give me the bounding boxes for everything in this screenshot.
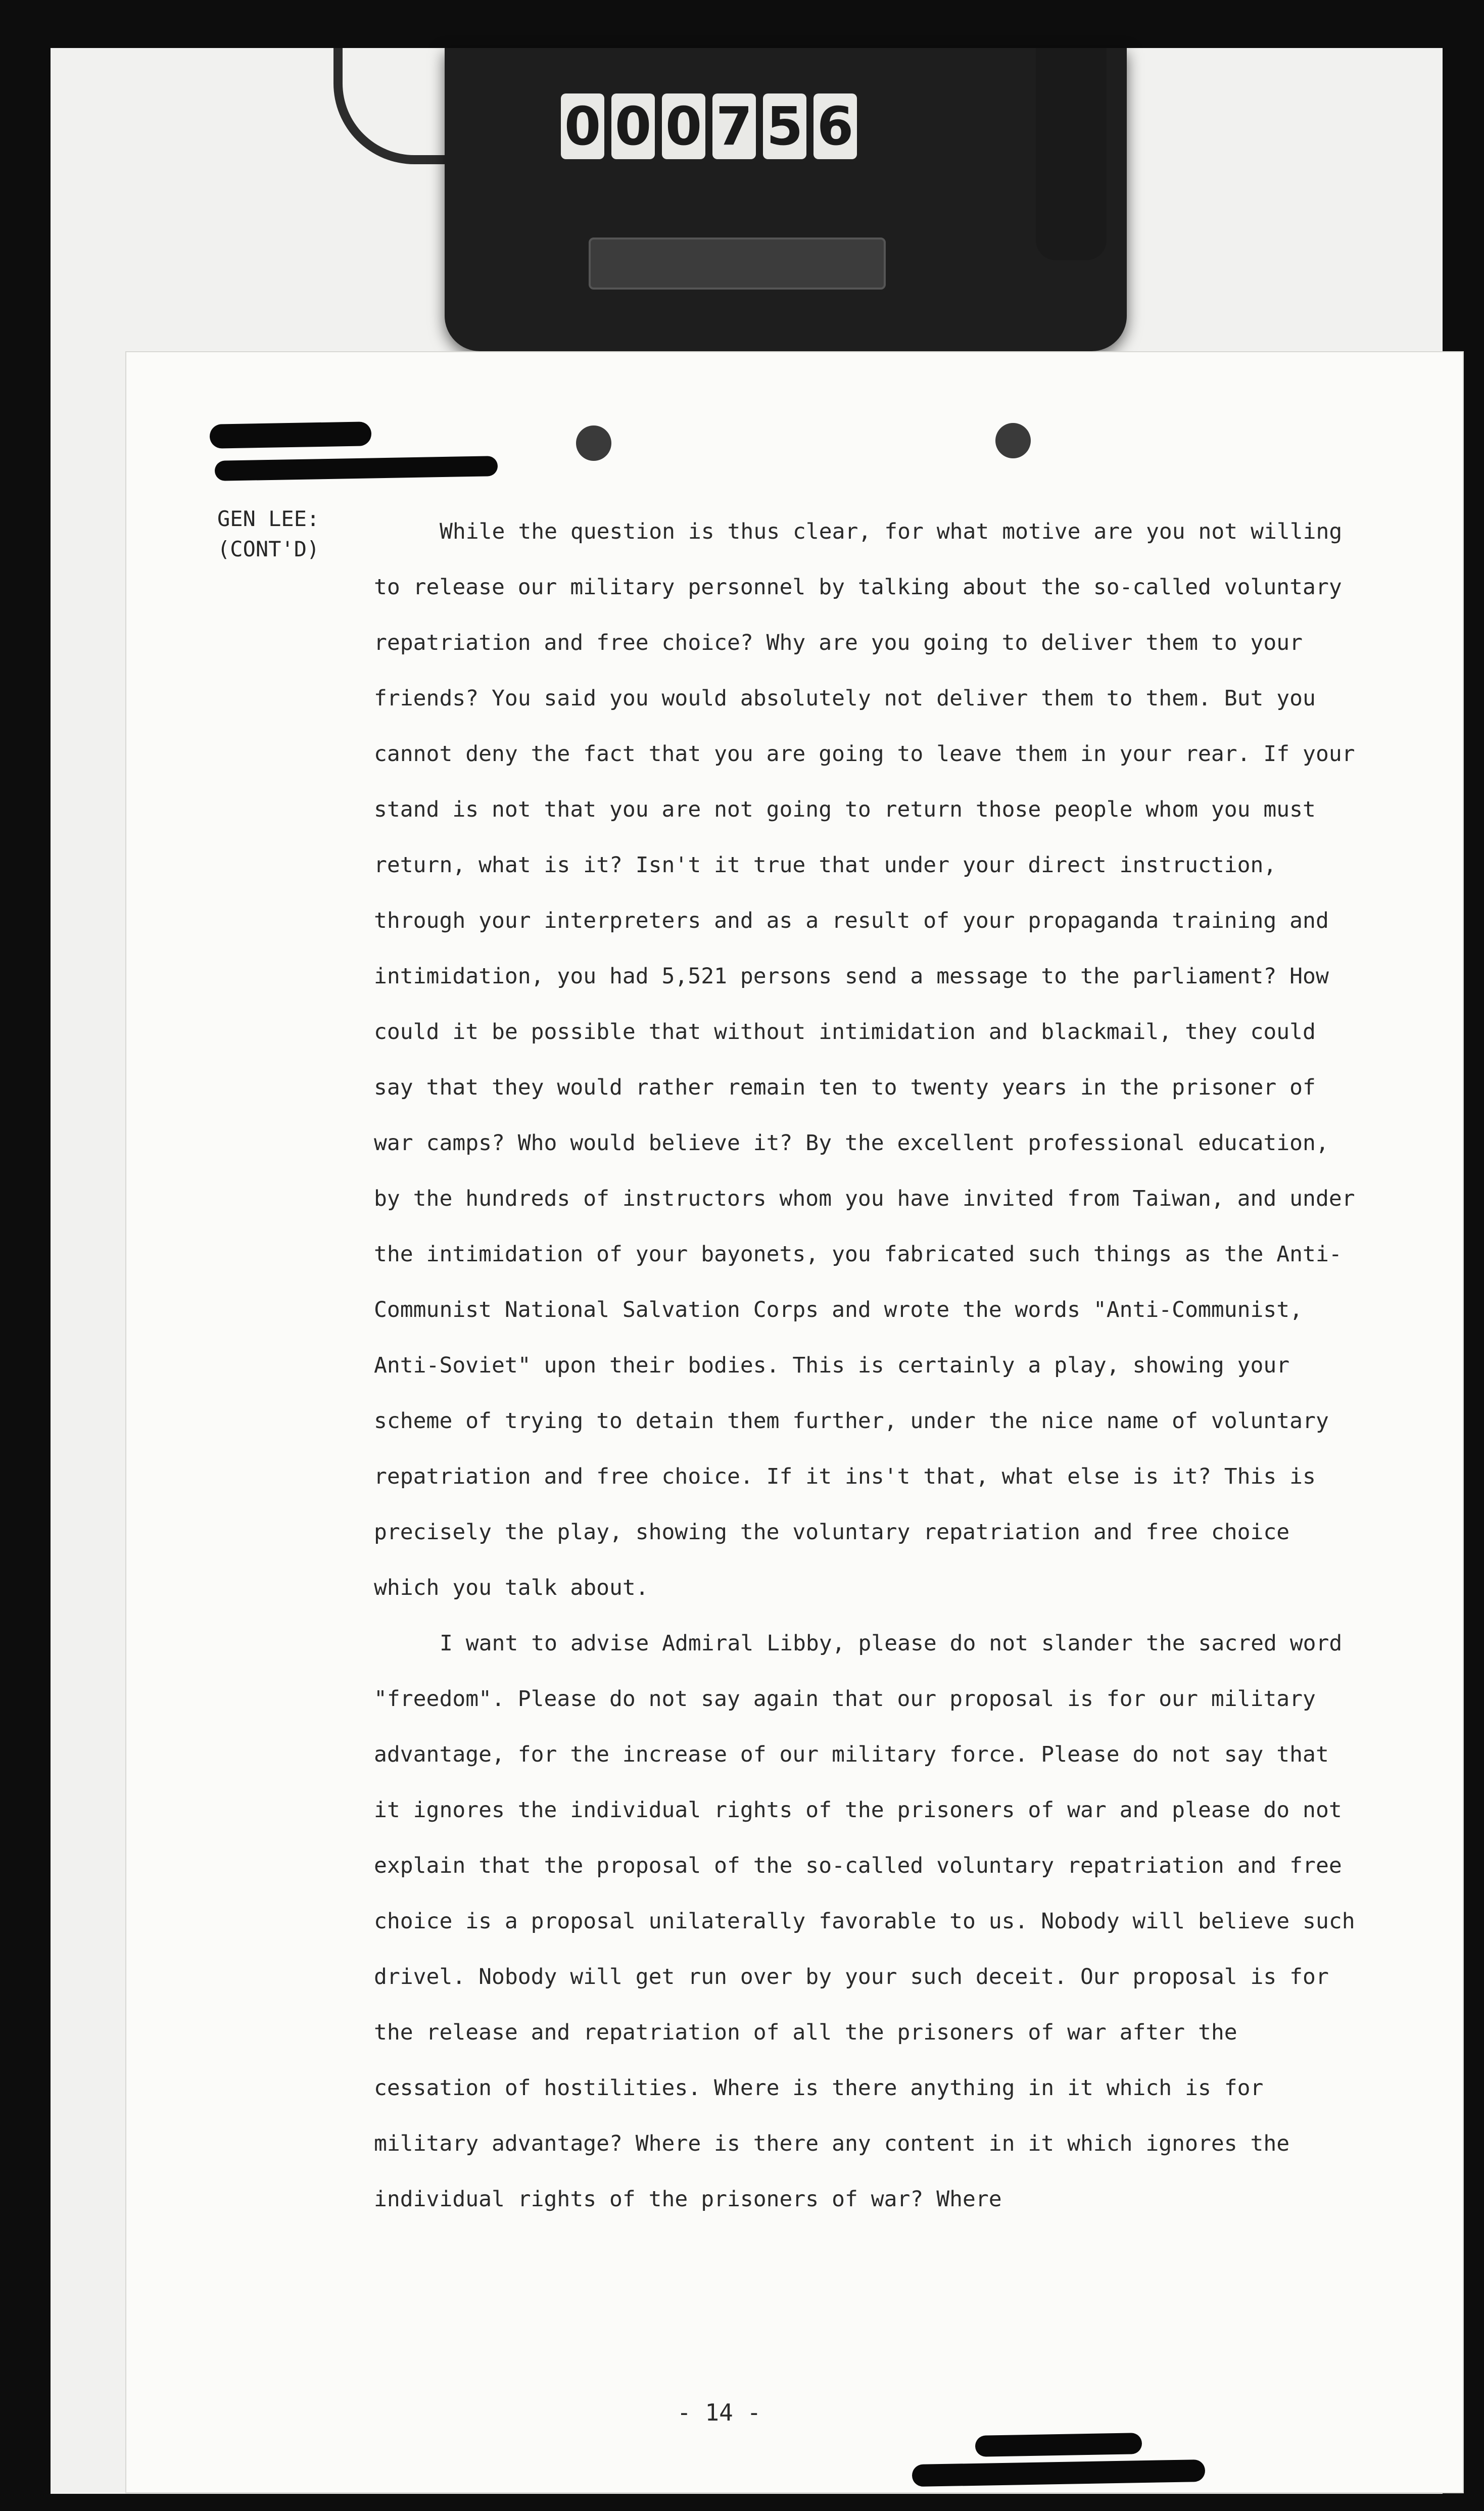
counter-plate [589, 238, 886, 290]
paragraph: While the question is thus clear, for what motive are you not willing to release our military personnel by talking about the so-called voluntary repatriation and free choice? Why are you going to deliver them to your friends? You said you would absolutely not deliver them to them. But you cannot deny the fact that you are going to leave them in your rear. If your stand is not that you are not going to return those people whom you must return, what is it? Isn't it true that under your direct instruction, through your interpreters and as a result of your propaganda training and intimidation, you had 5,521 persons send a message to the parliament? How could it be possible that without intimidation and blackmail, they could say that they would rather remain ten to twenty years in the prisoner of war camps? Who would believe it? By the excellent professional education, by the hundreds of instructors whom you have invited from Taiwan, and under the intimidation of your bayonets, you fabricated such things as the Anti-Communist National Salvation Corps and wrote the words "Anti-Communist, Anti-Soviet" upon their bodies. This is certainly a play, showing your scheme of trying to detain them further, under the nice name of voluntary repatriation and free choice. If it ins't that, what else is it? This is precisely the play, showing the voluntary repatriation and free choice which you talk about. [374, 519, 1355, 1600]
page-number: - 14 - [677, 2399, 761, 2426]
punch-hole [995, 423, 1031, 458]
redaction-mark [975, 2433, 1142, 2457]
redaction-mark [215, 456, 498, 481]
punch-hole [576, 425, 611, 461]
speaker-label: GEN LEE: (CONT'D) [217, 506, 320, 561]
frame-counter [445, 48, 1127, 351]
redaction-mark [912, 2459, 1206, 2487]
photo-card [51, 48, 1443, 2494]
counter-digit: 0 [611, 93, 655, 159]
redaction-mark [210, 421, 372, 449]
counter-digit: 0 [662, 93, 705, 159]
paragraph: I want to advise Admiral Libby, please do not slander the sacred word "freedom". Please do not say again that our proposal is for our military advantage, for the increase of our military force. Please do not say that it ignores the individual rights of the prisoners of war and please do not explain that the proposal of the so-called voluntary repatriation and free choice is a proposal unilaterally favorable to us. Nobody will believe such drivel. Nobody will get run over by your such deceit. Our proposal is for the release and repatriation of all the prisoners of war after the cessation of hostilities. Where is there anything in it which is for military advantage? Where is there any content in it which ignores the individual rights of the prisoners of war? Where [374, 1631, 1355, 2212]
body-text [374, 504, 1359, 2227]
counter-digit: 0 [561, 93, 604, 159]
counter-digit: 5 [763, 93, 806, 159]
counter-knob [1036, 48, 1107, 260]
typed-page [125, 351, 1464, 2493]
counter-digit: 7 [712, 93, 756, 159]
counter-digits [561, 93, 857, 159]
counter-digit: 6 [813, 93, 857, 159]
